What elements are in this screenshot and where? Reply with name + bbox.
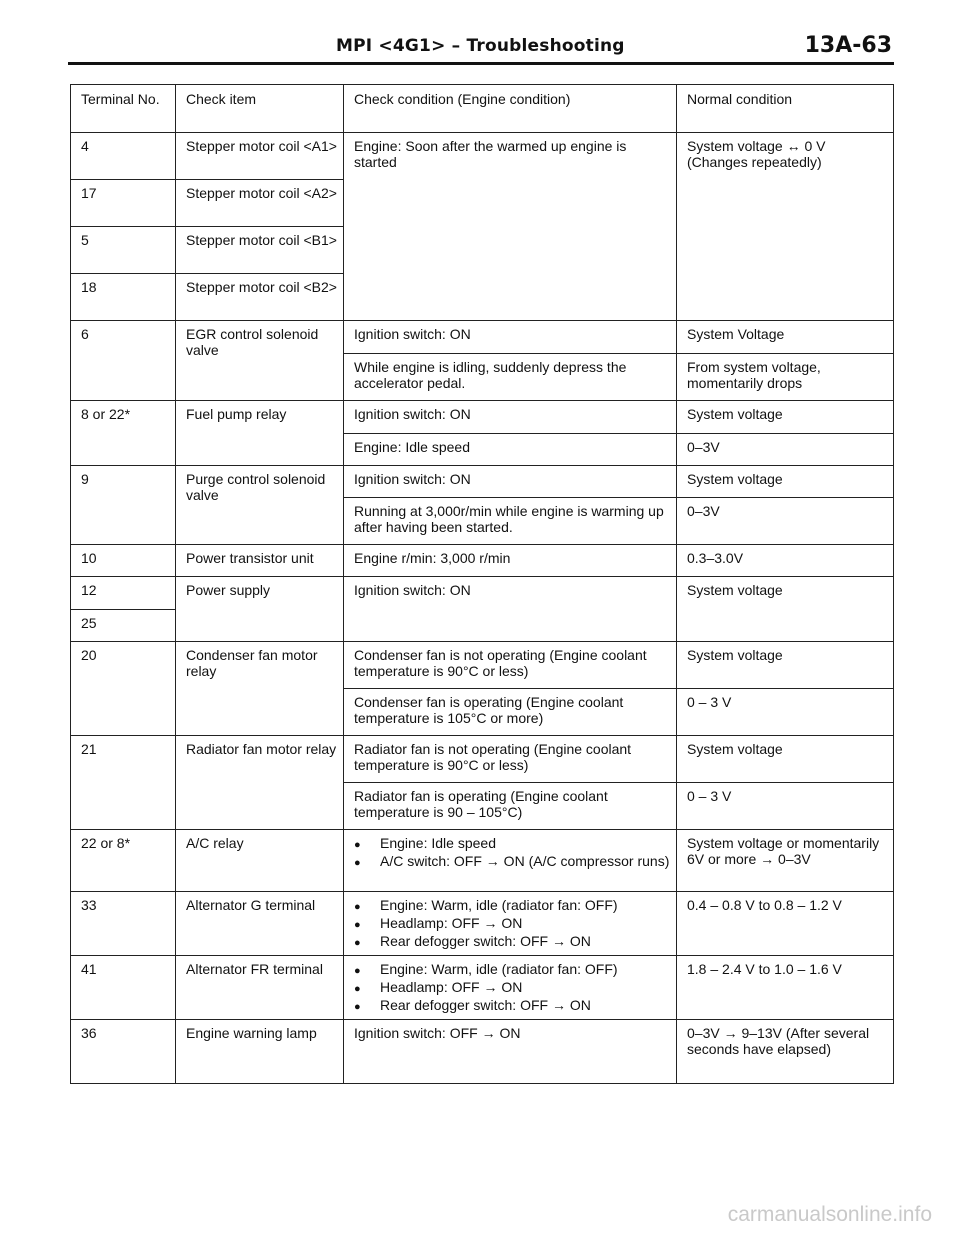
normal-condition-cell: 0 – 3 V xyxy=(677,783,894,830)
terminal-cell: 6 xyxy=(71,321,176,401)
condition-cell xyxy=(344,956,677,1020)
condition-bullet: ● Headlamp: OFF → ON xyxy=(354,915,670,933)
terminal-cell: 10 xyxy=(71,545,176,577)
normal-condition-cell: System voltage xyxy=(677,466,894,498)
terminal-cell: 33 xyxy=(71,892,176,956)
table-row xyxy=(71,466,894,498)
page-number: 13A-63 xyxy=(804,33,892,58)
check-item-cell: Stepper motor coil <B1> xyxy=(176,227,344,274)
terminal-cell: 22 or 8* xyxy=(71,830,176,892)
condition-cell: Condenser fan is not operating (Engine coolant temperature is 90°C or less) xyxy=(344,642,677,689)
table-row xyxy=(71,642,894,689)
condition-bullet: ● Engine: Warm, idle (radiator fan: OFF) xyxy=(354,897,670,915)
table-row xyxy=(71,545,894,577)
table-row xyxy=(71,956,894,1020)
column-header: Normal condition xyxy=(677,85,894,133)
condition-bullet: ● Engine: Idle speed xyxy=(354,835,670,853)
normal-condition-cell: 0 – 3 V xyxy=(677,689,894,736)
watermark-text: carmanualsonline.info xyxy=(727,1203,932,1226)
normal-condition-cell: System Voltage xyxy=(677,321,894,354)
table-row xyxy=(71,133,894,180)
check-item-cell: Fuel pump relay xyxy=(176,401,344,466)
check-item-cell: EGR control solenoid valve xyxy=(176,321,344,401)
check-item-cell: Engine warning lamp xyxy=(176,1020,344,1084)
condition-bullet: ● Rear defogger switch: OFF → ON xyxy=(354,933,670,951)
check-item-cell: Alternator G terminal xyxy=(176,892,344,956)
terminal-check-table xyxy=(70,84,894,1084)
normal-condition-cell: 0.4 – 0.8 V to 0.8 – 1.2 V xyxy=(677,892,894,956)
condition-bullet: ● A/C switch: OFF → ON (A/C compressor runs) xyxy=(354,853,670,871)
column-header: Check condition (Engine condition) xyxy=(344,85,677,133)
terminal-cell: 18 xyxy=(71,274,176,321)
table-row xyxy=(71,577,894,610)
column-header: Check item xyxy=(176,85,344,133)
table-header-row xyxy=(71,85,894,133)
condition-cell xyxy=(344,892,677,956)
check-item-cell: Stepper motor coil <A1> xyxy=(176,133,344,180)
check-item-cell: A/C relay xyxy=(176,830,344,892)
condition-cell: Ignition switch: ON xyxy=(344,466,677,498)
table-row xyxy=(71,401,894,434)
condition-cell: Ignition switch: ON xyxy=(344,577,677,642)
check-item-cell: Stepper motor coil <B2> xyxy=(176,274,344,321)
condition-bullet: ● Headlamp: OFF → ON xyxy=(354,979,670,997)
terminal-cell: 21 xyxy=(71,736,176,830)
condition-cell: Ignition switch: ON xyxy=(344,321,677,354)
check-item-cell: Power transistor unit xyxy=(176,545,344,577)
condition-cell xyxy=(344,830,677,892)
terminal-cell: 9 xyxy=(71,466,176,545)
condition-bullet: ● Engine: Warm, idle (radiator fan: OFF) xyxy=(354,961,670,979)
condition-cell: Radiator fan is not operating (Engine coolant temperature is 90°C or less) xyxy=(344,736,677,783)
normal-condition-cell: From system voltage, momentarily drops xyxy=(677,354,894,401)
normal-condition-cell: System voltage xyxy=(677,736,894,783)
table-row xyxy=(71,736,894,783)
normal-condition-cell: System voltage xyxy=(677,642,894,689)
normal-condition-cell: 0.3–3.0V xyxy=(677,545,894,577)
condition-cell: Engine: Idle speed xyxy=(344,434,677,466)
condition-bullet: ● Rear defogger switch: OFF → ON xyxy=(354,997,670,1015)
terminal-cell: 36 xyxy=(71,1020,176,1084)
terminal-cell: 25 xyxy=(71,610,176,642)
terminal-cell: 4 xyxy=(71,133,176,180)
check-item-cell: Stepper motor coil <A2> xyxy=(176,180,344,227)
normal-condition-cell: 0–3V → 9–13V (After several seconds have elapsed) xyxy=(677,1020,894,1084)
condition-cell: Radiator fan is operating (Engine coolant temperature is 90 – 105°C) xyxy=(344,783,677,830)
terminal-cell: 8 or 22* xyxy=(71,401,176,466)
condition-cell: Running at 3,000r/min while engine is warming up after having been started. xyxy=(344,498,677,545)
condition-cell: Engine r/min: 3,000 r/min xyxy=(344,545,677,577)
terminal-cell: 17 xyxy=(71,180,176,227)
terminal-cell: 41 xyxy=(71,956,176,1020)
header-rule xyxy=(68,62,894,65)
table-row xyxy=(71,830,894,892)
table-row xyxy=(71,1020,894,1084)
check-item-cell: Alternator FR terminal xyxy=(176,956,344,1020)
check-item-cell: Purge control solenoid valve xyxy=(176,466,344,545)
page-header xyxy=(68,34,894,64)
check-item-cell: Power supply xyxy=(176,577,344,642)
normal-condition-cell: System voltage or momentarily 6V or more → 0–3V xyxy=(677,830,894,892)
normal-condition-cell: System voltage ↔ 0 V (Changes repeatedly) xyxy=(677,133,894,321)
column-header: Terminal No. xyxy=(71,85,176,133)
check-item-cell: Condenser fan motor relay xyxy=(176,642,344,736)
check-item-cell: Radiator fan motor relay xyxy=(176,736,344,830)
terminal-cell: 12 xyxy=(71,577,176,610)
condition-cell: Engine: Soon after the warmed up engine is started xyxy=(344,133,677,321)
normal-condition-cell: 0–3V xyxy=(677,434,894,466)
normal-condition-cell: 0–3V xyxy=(677,498,894,545)
page-title: MPI <4G1> – Troubleshooting xyxy=(336,36,625,56)
terminal-cell: 20 xyxy=(71,642,176,736)
terminal-cell: 5 xyxy=(71,227,176,274)
condition-cell: Condenser fan is operating (Engine coolant temperature is 105°C or more) xyxy=(344,689,677,736)
table-row xyxy=(71,892,894,956)
table-row xyxy=(71,321,894,354)
normal-condition-cell: 1.8 – 2.4 V to 1.0 – 1.6 V xyxy=(677,956,894,1020)
normal-condition-cell: System voltage xyxy=(677,577,894,642)
condition-cell: Ignition switch: ON xyxy=(344,401,677,434)
condition-cell: While engine is idling, suddenly depress the accelerator pedal. xyxy=(344,354,677,401)
normal-condition-cell: System voltage xyxy=(677,401,894,434)
condition-cell: Ignition switch: OFF → ON xyxy=(344,1020,677,1084)
